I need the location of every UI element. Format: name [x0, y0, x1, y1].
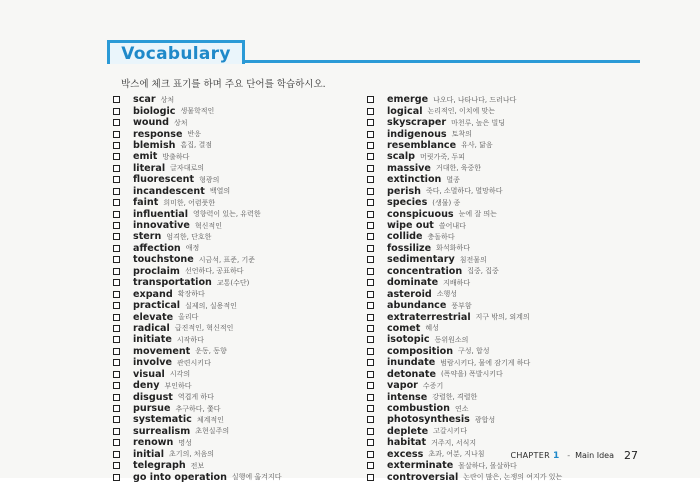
chapter-separator: - — [567, 451, 571, 460]
checkbox[interactable] — [367, 233, 374, 240]
vocab-item — [367, 277, 562, 288]
vocab-word: radical — [133, 322, 170, 334]
vocab-word: blemish — [133, 139, 176, 151]
chapter-title: Main Idea — [575, 451, 614, 460]
vocab-word: wipe out — [387, 220, 434, 232]
vocab-word: movement — [133, 345, 191, 357]
vocab-meaning: 부인하다 — [164, 381, 192, 390]
vocab-word: species — [387, 197, 428, 209]
checkbox[interactable] — [113, 371, 120, 378]
checkbox[interactable] — [367, 268, 374, 275]
vocab-meaning: 백열의 — [209, 187, 231, 196]
checkbox[interactable] — [367, 428, 374, 435]
checkbox[interactable] — [367, 188, 374, 195]
vocab-word: emit — [133, 151, 158, 163]
vocab-meaning: 지구 밖의, 외계의 — [475, 313, 530, 322]
checkbox[interactable] — [113, 439, 120, 446]
checkbox[interactable] — [113, 108, 120, 115]
vocab-meaning: 시각의 — [169, 370, 191, 379]
vocab-item — [113, 105, 281, 116]
vocab-word: combustion — [387, 403, 450, 415]
vocab-word: pursue — [133, 403, 171, 415]
checkbox[interactable] — [113, 268, 120, 275]
vocab-word: comet — [387, 322, 421, 334]
vocab-meaning: 범람시키다, 물에 잠기게 하다 — [440, 358, 531, 367]
vocab-word: excess — [387, 448, 424, 460]
vocab-item — [113, 254, 281, 265]
vocab-meaning: 나오다, 나타나다, 드러나다 — [433, 95, 517, 104]
vocab-word: telegraph — [133, 460, 186, 472]
vocab-item — [113, 346, 281, 357]
vocab-item — [113, 94, 281, 105]
vocab-meaning: 희미한, 어렴풋한 — [163, 198, 216, 207]
checkbox[interactable] — [113, 176, 120, 183]
vocab-meaning: 애정 — [185, 244, 200, 253]
vocab-word: massive — [387, 162, 431, 174]
checkbox[interactable] — [367, 405, 374, 412]
vocab-item — [113, 208, 281, 219]
checkbox[interactable] — [113, 119, 120, 126]
vocab-item — [367, 300, 562, 311]
vocab-item — [113, 197, 281, 208]
vocab-item — [367, 243, 562, 254]
vocab-word: involve — [133, 357, 173, 369]
vocab-word: conspicuous — [387, 208, 454, 220]
vocab-meaning: 반응 — [187, 130, 201, 139]
vocab-item — [113, 437, 281, 448]
vocab-word: perish — [387, 185, 421, 197]
vocab-item — [113, 323, 281, 334]
vocab-item — [367, 197, 562, 208]
vocab-word: indigenous — [387, 128, 447, 140]
vocab-item — [113, 186, 281, 197]
checkbox[interactable] — [113, 394, 120, 401]
vocab-item — [367, 311, 562, 322]
vocab-word: response — [133, 128, 183, 140]
vocab-word: resemblance — [387, 139, 457, 151]
vocab-meaning: 명성 — [178, 438, 192, 447]
checkbox[interactable] — [367, 176, 374, 183]
vocab-word: abundance — [387, 300, 447, 312]
checkbox[interactable] — [367, 153, 374, 160]
checkbox[interactable] — [367, 96, 374, 103]
vocab-item — [113, 277, 281, 288]
vocab-item — [367, 288, 562, 299]
vocab-item — [113, 288, 281, 299]
checkbox[interactable] — [367, 382, 374, 389]
vocab-word: elevate — [133, 311, 174, 323]
vocab-item — [367, 105, 562, 116]
checkbox[interactable] — [113, 245, 120, 252]
vocab-item — [113, 220, 281, 231]
checkbox[interactable] — [113, 348, 120, 355]
checkbox[interactable] — [367, 359, 374, 366]
vocab-item — [367, 437, 562, 448]
checkbox[interactable] — [113, 382, 120, 389]
vocab-meaning: 흠집, 결점 — [180, 141, 212, 150]
checkbox[interactable] — [367, 291, 374, 298]
vocab-meaning: 체계적인 — [196, 415, 224, 424]
vocab-item — [113, 243, 281, 254]
vocab-item — [367, 231, 562, 242]
vocab-meaning: 글자대로의 — [170, 164, 204, 173]
vocab-item — [113, 311, 281, 322]
vocab-meaning: 토착의 — [451, 130, 472, 139]
vocab-item — [367, 346, 562, 357]
vocab-meaning: 동위원소의 — [434, 335, 469, 344]
vocab-word: proclaim — [133, 265, 180, 277]
vocab-word: emerge — [387, 94, 429, 106]
checkbox[interactable] — [367, 474, 374, 481]
checkbox[interactable] — [367, 119, 374, 126]
vocab-word: disgust — [133, 391, 173, 403]
vocab-meaning: 시작하다 — [176, 335, 204, 344]
vocab-meaning: 화석화하다 — [436, 244, 470, 253]
vocab-meaning: 올리다 — [178, 313, 199, 322]
vocab-meaning: 상처 — [173, 118, 188, 127]
vocab-meaning: 지배하다 — [443, 278, 471, 287]
vocab-word: scalp — [387, 151, 416, 163]
checkbox[interactable] — [113, 233, 120, 240]
checkbox[interactable] — [113, 188, 120, 195]
vocab-meaning: 침전물의 — [459, 255, 487, 264]
vocab-item — [113, 414, 281, 425]
vocab-word: inundate — [387, 357, 436, 369]
vocab-meaning: 혜성 — [425, 324, 439, 333]
vocab-item — [367, 174, 562, 185]
vocab-word: visual — [133, 368, 165, 380]
vocab-meaning: (폭약을) 폭발시키다 — [440, 370, 503, 379]
checkbox[interactable] — [367, 325, 374, 332]
vocab-word: innovative — [133, 220, 190, 232]
vocab-meaning: 거대한, 육중한 — [435, 164, 481, 173]
checkbox[interactable] — [113, 153, 120, 160]
vocab-word: asteroid — [387, 288, 432, 300]
vocab-meaning: 전보 — [190, 461, 205, 470]
checkbox[interactable] — [113, 279, 120, 286]
vocab-meaning: 집중, 집중 — [467, 267, 499, 276]
vocab-meaning: 실행에 옮겨지다 — [231, 473, 282, 482]
vocab-word: surrealism — [133, 425, 191, 437]
vocab-item — [367, 369, 562, 380]
checkbox[interactable] — [367, 256, 374, 263]
checkbox[interactable] — [367, 348, 374, 355]
vocab-meaning: 연소 — [454, 404, 469, 413]
vocab-meaning: 강렬한, 격렬한 — [432, 393, 478, 402]
vocab-item — [367, 380, 562, 391]
vocab-item — [113, 471, 281, 482]
vocab-item — [367, 151, 562, 162]
vocab-column-right — [367, 94, 562, 483]
vocab-item — [367, 186, 562, 197]
checkbox[interactable] — [113, 302, 120, 309]
vocab-meaning: 관련시키다 — [177, 358, 211, 367]
vocab-item — [113, 426, 281, 437]
vocab-meaning: 실제의, 실용적인 — [185, 301, 237, 310]
vocab-meaning: 쓸어내다 — [438, 221, 466, 230]
vocab-word: practical — [133, 300, 181, 312]
title-tab — [107, 40, 245, 64]
vocab-item — [113, 231, 281, 242]
checkbox[interactable] — [367, 394, 374, 401]
vocab-word: biologic — [133, 105, 176, 117]
checkbox[interactable] — [113, 142, 120, 149]
vocab-word: wound — [133, 117, 169, 129]
vocab-item — [367, 163, 562, 174]
vocab-word: extinction — [387, 174, 442, 186]
page-title: Vocabulary — [121, 43, 231, 64]
vocab-word: literal — [133, 162, 166, 174]
vocab-column-left — [113, 94, 281, 483]
vocab-word: intense — [387, 391, 428, 403]
vocab-word: fossilize — [387, 242, 432, 254]
vocab-item — [113, 357, 281, 368]
checkbox[interactable] — [113, 199, 120, 206]
checkbox[interactable] — [367, 222, 374, 229]
checkbox[interactable] — [367, 131, 374, 138]
vocab-item — [367, 414, 562, 425]
vocab-meaning: 시금석, 표준, 기준 — [198, 255, 255, 264]
vocab-item — [367, 403, 562, 414]
checkbox[interactable] — [367, 165, 374, 172]
vocab-item — [367, 117, 562, 128]
vocab-word: stern — [133, 231, 162, 243]
vocab-word: fluorescent — [133, 174, 195, 186]
checkbox[interactable] — [367, 462, 374, 469]
vocab-word: go into operation — [133, 471, 227, 483]
vocab-meaning: 초기의, 처음의 — [169, 450, 215, 459]
vocab-item — [367, 128, 562, 139]
vocab-meaning: (생물) 종 — [432, 198, 461, 207]
vocab-meaning: 확장하다 — [177, 290, 205, 299]
vocab-meaning: 거주지, 서식지 — [431, 438, 477, 447]
checkbox[interactable] — [113, 165, 120, 172]
vocab-word: extraterrestrial — [387, 311, 471, 323]
vocab-word: renown — [133, 437, 174, 449]
vocab-item — [113, 449, 281, 460]
vocab-item — [367, 220, 562, 231]
vocab-meaning: 풍부함 — [451, 301, 472, 310]
vocab-meaning: 엄격한, 단호한 — [166, 232, 212, 241]
checkbox[interactable] — [113, 291, 120, 298]
vocab-word: transportation — [133, 277, 212, 289]
vocab-meaning: 구성, 합성 — [458, 347, 490, 356]
vocab-word: detonate — [387, 368, 436, 380]
vocab-meaning: 생물학적인 — [180, 107, 215, 116]
checkbox[interactable] — [367, 211, 374, 218]
checkbox[interactable] — [367, 302, 374, 309]
checkbox[interactable] — [367, 314, 374, 321]
vocab-meaning: 교통(수단) — [216, 278, 250, 287]
vocab-word: vapor — [387, 380, 418, 392]
vocab-item — [113, 151, 281, 162]
vocab-item — [113, 391, 281, 402]
vocab-meaning: 선언하다, 공표하다 — [184, 267, 244, 276]
vocab-item — [113, 128, 281, 139]
checkbox[interactable] — [367, 142, 374, 149]
vocab-word: initial — [133, 448, 165, 460]
vocab-meaning: 유사, 닮음 — [461, 141, 493, 150]
checkbox[interactable] — [113, 131, 120, 138]
checkbox[interactable] — [113, 359, 120, 366]
checkbox[interactable] — [367, 416, 374, 423]
vocab-word: scar — [133, 94, 156, 106]
checkbox[interactable] — [113, 405, 120, 412]
vocab-word: concentration — [387, 265, 463, 277]
vocab-meaning: 마천루, 높은 빌딩 — [451, 118, 506, 127]
vocab-meaning: 죽다, 소멸하다, 멸망하다 — [425, 187, 503, 196]
vocab-item — [367, 94, 562, 105]
vocab-item — [367, 391, 562, 402]
vocab-item — [113, 380, 281, 391]
vocab-meaning: 수증기 — [422, 381, 444, 390]
vocab-word: controversial — [387, 471, 459, 483]
checkbox[interactable] — [367, 336, 374, 343]
checkbox[interactable] — [367, 279, 374, 286]
vocab-word: photosynthesis — [387, 414, 470, 426]
checkbox[interactable] — [113, 314, 120, 321]
checkbox[interactable] — [367, 245, 374, 252]
vocab-meaning: 혁신적인 — [194, 221, 222, 230]
vocab-item — [113, 266, 281, 277]
checkbox[interactable] — [113, 222, 120, 229]
vocab-word: faint — [133, 197, 159, 209]
vocab-item — [113, 369, 281, 380]
vocab-word: systematic — [133, 414, 192, 426]
vocab-meaning: 충돌하다 — [427, 232, 455, 241]
vocab-word: habitat — [387, 437, 427, 449]
checkbox[interactable] — [113, 211, 120, 218]
vocab-item — [367, 323, 562, 334]
vocab-meaning: 소행성 — [436, 290, 458, 299]
vocab-item — [367, 208, 562, 219]
vocab-meaning: 초과, 여분, 지나침 — [428, 450, 485, 459]
vocab-word: deny — [133, 380, 160, 392]
vocab-item — [113, 403, 281, 414]
instructions-text: 박스에 체크 표기를 하며 주요 단어를 학습하시오. — [121, 79, 326, 90]
vocab-item — [367, 471, 562, 482]
checkbox[interactable] — [113, 336, 120, 343]
vocab-meaning: 초현실주의 — [195, 427, 230, 436]
vocab-meaning: 멸종 — [446, 175, 460, 184]
vocab-meaning: 머릿가죽, 두피 — [420, 152, 466, 161]
chapter-number: 1 — [552, 450, 560, 461]
vocab-word: dominate — [387, 277, 439, 289]
vocab-item — [113, 140, 281, 151]
vocab-item — [113, 460, 281, 471]
checkbox[interactable] — [113, 96, 120, 103]
vocab-item — [367, 334, 562, 345]
checkbox[interactable] — [113, 325, 120, 332]
checkbox[interactable] — [113, 256, 120, 263]
checkbox[interactable] — [113, 451, 120, 458]
vocab-word: initiate — [133, 334, 172, 346]
vocab-word: isotopic — [387, 334, 430, 346]
vocab-item — [113, 174, 281, 185]
vocab-word: expand — [133, 288, 173, 300]
vocab-item — [113, 163, 281, 174]
vocab-meaning: 광합성 — [474, 415, 496, 424]
page-number: 27 — [624, 449, 638, 462]
vocab-item — [367, 266, 562, 277]
vocab-item — [367, 426, 562, 437]
vocab-word: exterminate — [387, 460, 454, 472]
vocab-item — [367, 140, 562, 151]
vocab-word: collide — [387, 231, 423, 243]
vocab-meaning: 상처 — [160, 95, 175, 104]
vocab-word: deplete — [387, 425, 429, 437]
vocab-meaning: 논란이 많은, 논쟁의 여지가 있는 — [463, 473, 563, 482]
vocab-meaning: 형광의 — [199, 175, 220, 184]
checkbox[interactable] — [367, 371, 374, 378]
checkbox[interactable] — [367, 451, 374, 458]
vocab-word: composition — [387, 345, 454, 357]
checkbox[interactable] — [367, 439, 374, 446]
checkbox[interactable] — [367, 108, 374, 115]
vocab-meaning: 운동, 동향 — [195, 347, 227, 356]
vocab-meaning: 역겹게 하다 — [177, 393, 214, 402]
vocab-word: logical — [387, 105, 423, 117]
vocab-meaning: 눈에 잘 띄는 — [458, 210, 497, 219]
page-footer — [510, 449, 638, 462]
vocab-meaning: 방출하다 — [162, 152, 190, 161]
vocab-meaning: 몰살하다, 몰살하다 — [458, 461, 517, 470]
vocab-word: sedimentary — [387, 254, 455, 266]
vocab-item — [367, 357, 562, 368]
vocab-word: skyscraper — [387, 117, 447, 129]
vocab-meaning: 고갈시키다 — [433, 427, 467, 436]
vocab-item — [367, 254, 562, 265]
vocab-meaning: 논리적인, 이치에 맞는 — [427, 107, 496, 116]
checkbox[interactable] — [113, 428, 120, 435]
checkbox[interactable] — [367, 199, 374, 206]
vocab-word: affection — [133, 242, 181, 254]
vocab-item — [113, 300, 281, 311]
vocab-word: incandescent — [133, 185, 205, 197]
vocab-item — [113, 117, 281, 128]
vocab-meaning: 영향력이 있는, 유력한 — [193, 210, 261, 219]
vocab-word: influential — [133, 208, 189, 220]
vocab-word: touchstone — [133, 254, 194, 266]
vocab-item — [113, 334, 281, 345]
chapter-label: CHAPTER — [510, 451, 550, 460]
checkbox[interactable] — [113, 462, 120, 469]
vocab-meaning: 추구하다, 쫓다 — [175, 404, 221, 413]
checkbox[interactable] — [113, 416, 120, 423]
checkbox[interactable] — [113, 474, 120, 481]
vocab-meaning: 급진적인, 혁신적인 — [174, 324, 234, 333]
